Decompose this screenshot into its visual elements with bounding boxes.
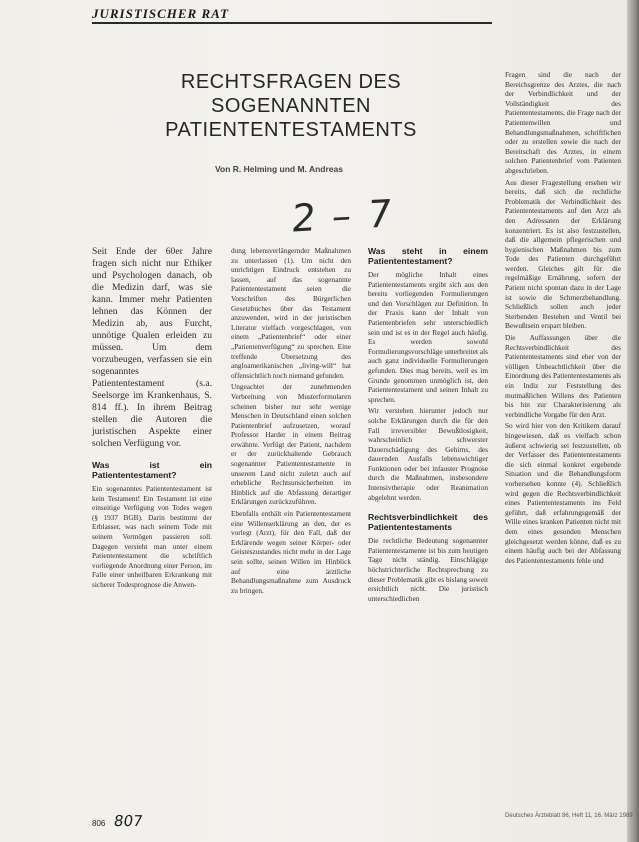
section-label: JURISTISCHER RAT xyxy=(92,6,230,21)
subheading-what-is: Was ist ein Patiententestament? xyxy=(92,460,212,480)
body-paragraph: Aus dieser Fragestellung ersehen wir bereits, daß sich die rechtliche Problematik der Verbindlichkeit des Patiententestaments auf den Arzt als den Adressaten der Erklärung konzentriert. Es ist also festzustellen, daß die allgemein pflegerischen und hygienischen Maßnahmen bis zum Tode des Patienten durchgeführt werden. Gleiches gilt für die regelmäßige Ernährung, sofern der Patient nicht spontan dazu in der Lage ist sowie die Schmerzbehandlung. Schließlich sollen auch jeder Sterbenden Bestehen und Ventil bei Bewußtsein erspart bleiben. xyxy=(505,177,621,331)
body-paragraph: Die Auffassungen über die Rechtsverbindlichkeit des Patiententestaments sind eher von der völligen Unbeachtlichkeit über die Einordnung des Patiententestaments als ein Indiz zur Feststellung des mutmaßlichen Willens des Patienten bis hin zur Charakterisierung als verbindliche Vorgabe für den Arzt. xyxy=(505,333,621,419)
body-paragraph: Die rechtliche Bedeutung sogenannter Patiententestamente ist bis zum heutigen Tage nicht ständig. Einschlägige höchstrichterliche Rechtsprechung zu dieser Problematik gibt es bislang soweit ersichtlich nicht. Die juristisch unterschiedlichen xyxy=(368,536,488,603)
body-paragraph: Ungeachtet der zunehmenden Verbreitung von Musterformularen scheinen bisher nur sehr wenige Menschen in Deutschland einen solchen Patientenbrief aufzusetzen, worauf Professor Harder in einem Beitrag erwähnte. Verfügt der Patient, nachdem er der zurückhaltende Gebrauch sogenannter Patiententestamente in unserem Land nicht zuletzt auch auf erhebliche Rechtsunsicherheiten im Hinblick auf die Abfassung derartiger Erklärungen zurückzuführen. xyxy=(231,382,351,507)
subheading-binding: Rechtsverbindlichkeit des Patiententestaments xyxy=(368,512,488,533)
page-number xyxy=(92,812,142,830)
column-4 xyxy=(505,70,621,567)
body-paragraph: Der mögliche Inhalt eines Patiententestaments ergibt sich aus den bereits vorliegenden Formulierungen und den Vorschlägen zur Definition. In der Praxis kann der Inhalt von Patientenbriefen sehr unterschiedlich sein und ist es in der Regel auch häufig. Es werden sowohl Formulierungsvorschläge unterbreitet als auch ganz individuelle Formulierungen gefunden. Dies mag bereits, weil es im Grunde genommen unmöglich ist, den Patiententestament und seinen Inhalt zu sprechen. xyxy=(368,270,488,404)
printed-page-number: 806 xyxy=(92,819,106,828)
body-paragraph: Wir verstehen hierunter jedoch nur solche Erklärungen durch die für den Fall irreversibler Bewußtlosigkeit, wahrscheinlich schwerster Dauerschädigung des Gehirns, des dauernden Ausfalls lebenswichtiger Funktionen oder bei infauster Prognose durch die Maßnahmen, insbesondere Intensivtherapie oder Reanimation abgelehnt werden. xyxy=(368,406,488,502)
subheading-content: Was steht in einem Patiententestament? xyxy=(368,246,488,266)
handwritten-mark: 2 – 7 xyxy=(289,191,396,241)
handwritten-page-number: 807 xyxy=(112,812,144,830)
body-paragraph: Fragen sind die nach der Bereichsgrenze des Arztes, die nach der Verbindlichkeit und der Vollständigkeit des Patiententestaments, die Frage nach der Patientenwillen und Behandlungsmaßnahmen, schriftlichen oder zu erstellen sowie die nach der Bereitschaft des Arztes, in einem solchen Patientenbrief vom Patienten abgeschrieben. xyxy=(505,70,621,175)
body-paragraph: dung lebensverlängernder Maßnahmen zu unterlassen (1). Um nicht den unrichtigen Eindruck entstehen zu lassen, auf das sogenannte Patiententestament seien die Vorschriften des Bürgerlichen Gesetzbuches über das Testament anzuwenden, wird in der juristischen Literatur vielfach vorgeschlagen, von einem „Patientenbrief“ oder einer „Patientenverfügung“ zu sprechen. Eine treffende Übersetzung des angloamerikanischen „living-will“ hat offensichtlich noch niemand gefunden. xyxy=(231,246,351,380)
article-author: Von R. Helming und M. Andreas xyxy=(215,164,343,174)
body-paragraph: Ebenfalls enthält ein Patiententestament eine Willenserklärung an den, der es vorlegt (Arzt), für den Fall, daß der Erklärende wegen seiner Körper- oder Geisteszustandes nicht mehr in der Lage sein sollte, seinen Willen im Hinblick auf eine ärztliche Behandlungsmaßnahme zum Ausdruck zu bringen. xyxy=(231,509,351,595)
column-1 xyxy=(92,246,212,592)
book-spine-shadow xyxy=(627,0,639,842)
article-title: RECHTSFRAGEN DES SOGENANNTEN PATIENTENTESTAMENTS xyxy=(165,71,417,141)
column-2 xyxy=(231,246,351,597)
lead-paragraph: Seit Ende der 60er Jahre fragen sich nicht nur Ethiker und Psychologen danach, ob die Medizin darf, was sie kann. Immer mehr Patienten lehnen das Können der Medizin ab, aus Furcht, unnötige Qualen erleiden zu müssen. Um dem vorzubeugen, verfassen sie ein sogenanntes Patiententestament (s.a. Seelsorge im Krankenhaus, S. 814 ff.). In ihrem Beitrag stellen die Autoren die juristischen Aspekte einer solchen Verfügung vor. xyxy=(92,246,212,449)
journal-footer: Deutsches Ärzteblatt 86, Heft 11, 16. März 1989 xyxy=(505,813,633,819)
section-rule xyxy=(92,22,492,24)
body-paragraph: So wird hier von den Kritikern darauf hingewiesen, daß es vielfach schon äußerst schwierig sei festzustellen, ob der Verfasser des Patiententestaments die sich einmal konkret ergebende Situation und die Behandlungsform vorhersehen konnte (4). Schließlich wird gegen die Rechtsverbindlichkeit eines Patiententestaments ins Feld geführt, daß erfahrungsgemäß der Wille eines kranken Patienten nicht mit dem eines gesunden Menschen gleichgesetzt werden könne, daß es zu einem häufig auch bei der Abfassung des Patiententestaments fehle und xyxy=(505,421,621,565)
column-3 xyxy=(368,246,488,605)
body-paragraph: Ein sogenanntes Patiententestament ist kein Testament! Ein Testament ist eine einseitige Verfügung von Todes wegen (§ 1937 BGB). Darin bestimmt der Erblasser, was nach seinem Tode mit seinem Vermögen passieren soll. Dagegen versteht man unter einem Patiententestament die schriftlich vorliegende Anordnung einer Person, im Falle einer unheilbaren Erkrankung mit sicherer Todesprognose die Anwen- xyxy=(92,484,212,589)
